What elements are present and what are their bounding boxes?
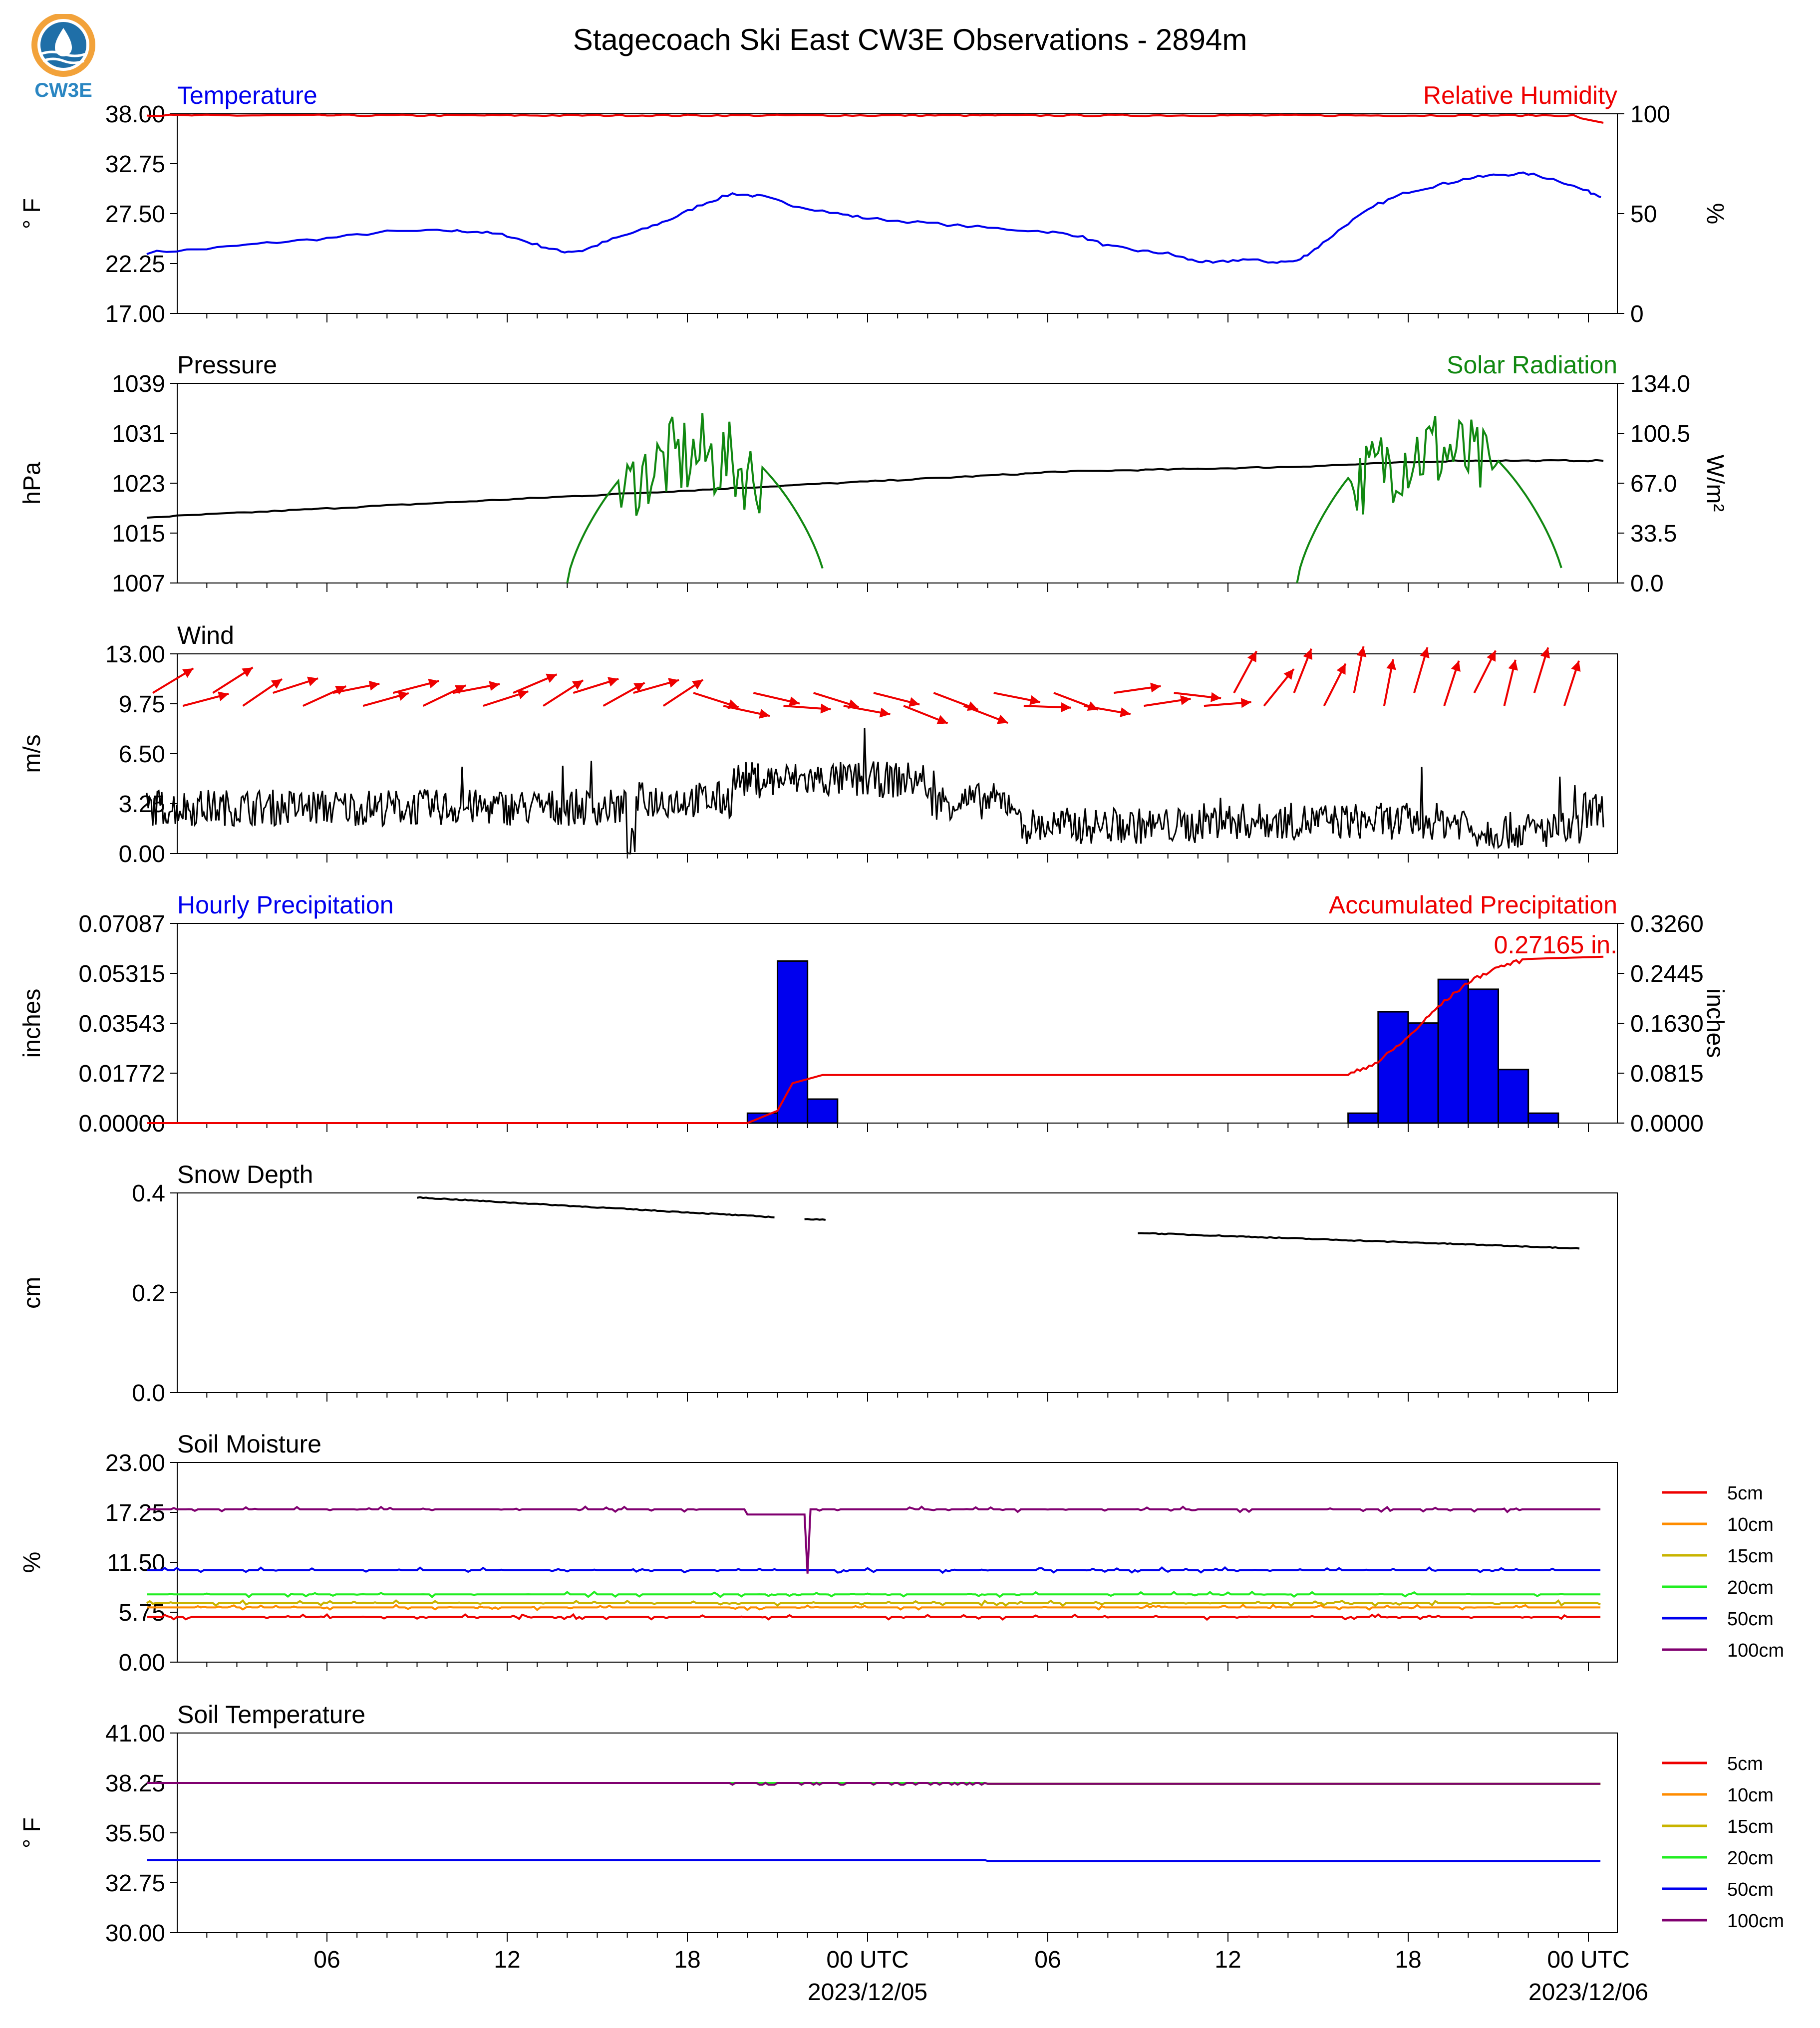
temperature-ytick-right-label: 100: [1630, 101, 1671, 128]
precip-bar: [1378, 1012, 1408, 1123]
temperature-ytick-label: 17.00: [105, 301, 165, 327]
precip-bar: [808, 1099, 838, 1123]
precip-bar: [1348, 1113, 1378, 1123]
wind-arrowhead: [1029, 695, 1040, 705]
panel-pressure: [19, 351, 1728, 597]
wind-ytick-label: 3.25: [118, 791, 165, 818]
soil_moisture-ytick-label: 11.50: [107, 1550, 165, 1576]
pressure-title-left: Pressure: [177, 351, 278, 379]
x-tick-label: 18: [1395, 1947, 1422, 1973]
wind-arrowhead: [271, 679, 282, 689]
wind-line: [147, 728, 1603, 854]
wind-arrowhead: [1386, 659, 1396, 670]
wind-ytick-label: 0.00: [118, 841, 165, 868]
wind-ytick-label: 13.00: [105, 641, 165, 668]
legend-label: 50cm: [1727, 1879, 1774, 1900]
x-tick-label: 06: [1034, 1947, 1061, 1973]
precip-title-left: Hourly Precipitation: [177, 891, 394, 919]
wind-arrowhead: [572, 680, 583, 690]
pressure-ytick-right-label: 67.0: [1630, 471, 1677, 497]
pressure-ytick-right-label: 134.0: [1630, 371, 1691, 397]
solar-line: [567, 413, 823, 583]
wind-ylabel: m/s: [19, 734, 45, 773]
precip-ytick-label: 0.00000: [78, 1111, 165, 1137]
wind-arrowhead: [1061, 702, 1071, 712]
precip-ytick-label: 0.05315: [78, 961, 165, 987]
snow-ytick-label: 0.4: [132, 1180, 165, 1207]
precip-ytick-right-label: 0.0000: [1630, 1111, 1704, 1137]
panel-soil_temp: [19, 1701, 1617, 1947]
wind-arrowhead: [668, 678, 679, 687]
x-tick-label: 12: [494, 1947, 521, 1973]
wind-arrowhead: [218, 691, 229, 701]
wind-title-left: Wind: [177, 621, 234, 649]
legend-label: 15cm: [1727, 1546, 1774, 1567]
panel-soil_moisture: [19, 1430, 1617, 1676]
panel-precip: [19, 891, 1728, 1137]
wind-arrowhead: [1241, 698, 1251, 708]
temperature-ytick-label: 27.50: [105, 201, 165, 228]
soil_temp-ytick-label: 32.75: [105, 1870, 165, 1897]
x-tick-label: 06: [313, 1947, 340, 1973]
x-tick-label: 00 UTC: [1547, 1947, 1630, 1973]
legend-label: 5cm: [1727, 1753, 1763, 1774]
logo-text: CW3E: [34, 79, 92, 101]
wind-arrowhead: [369, 681, 380, 691]
x-date-label: 2023/12/06: [1528, 1979, 1649, 2006]
figure-title: Stagecoach Ski East CW3E Observations - 2894m: [573, 23, 1247, 56]
wind-arrowhead: [821, 704, 831, 714]
x-date-label: 2023/12/05: [807, 1979, 928, 2006]
legend-label: 20cm: [1727, 1577, 1774, 1598]
pressure-ytick-label: 1015: [112, 521, 165, 547]
solar-line: [1297, 416, 1561, 583]
soil_temp-ytick-label: 41.00: [105, 1721, 165, 1747]
soil-moisture-line: [147, 1601, 1600, 1606]
wind-arrowhead: [1508, 660, 1517, 671]
snow-frame: [177, 1193, 1617, 1393]
snow-line: [417, 1197, 775, 1217]
soil_temp-frame: [177, 1733, 1617, 1933]
wind-arrowhead: [880, 708, 890, 718]
soil-moisture-line: [147, 1592, 1600, 1597]
cw3e-logo: [26, 14, 101, 101]
soil_moisture-frame: [177, 1462, 1617, 1662]
precip-bar: [1408, 1023, 1438, 1123]
panel-snow: [19, 1160, 1617, 1407]
legend-label: 50cm: [1727, 1609, 1774, 1630]
soil-legend: [1662, 1753, 1784, 1932]
precip-ylabel-right: inches: [1702, 988, 1728, 1058]
precip-title-right: Accumulated Precipitation: [1328, 891, 1617, 919]
precip-ytick-right-label: 0.0815: [1630, 1061, 1704, 1087]
precip-ytick-right-label: 0.1630: [1630, 1011, 1704, 1037]
wind-ytick-label: 9.75: [118, 691, 165, 718]
precip-total-label: 0.27165 in.: [1494, 931, 1617, 959]
temperature-ytick-right-label: 0: [1630, 301, 1644, 327]
pressure-ytick-label: 1023: [112, 471, 165, 497]
soil-moisture-line: [147, 1567, 1600, 1572]
temperature-title-right: Relative Humidity: [1423, 81, 1617, 109]
legend-label: 10cm: [1727, 1514, 1774, 1535]
wind-arrowhead: [1120, 707, 1130, 717]
temperature-ytick-label: 32.75: [105, 151, 165, 178]
temperature-title-left: Temperature: [177, 81, 317, 109]
pressure-ylabel-right: W/m²: [1702, 454, 1728, 512]
pressure-ytick-label: 1031: [112, 421, 165, 447]
wind-arrowhead: [1150, 683, 1161, 693]
soil_moisture-ytick-label: 17.25: [105, 1500, 165, 1526]
pressure-ytick-label: 1007: [112, 571, 165, 597]
wind-arrowhead: [789, 696, 800, 706]
soil_moisture-ytick-label: 0.00: [118, 1650, 165, 1676]
soil_temp-ylabel: ° F: [19, 1817, 45, 1848]
wind-arrowhead: [489, 681, 500, 691]
soil-moisture-line: [147, 1605, 1600, 1610]
x-tick-label: 00 UTC: [826, 1947, 909, 1973]
temperature-frame: [177, 114, 1617, 313]
legend-label: 10cm: [1727, 1785, 1774, 1806]
soil_temp-ytick-label: 38.25: [105, 1770, 165, 1797]
soil-legend: [1662, 1483, 1784, 1661]
panel-wind: [19, 621, 1617, 868]
x-tick-label: 18: [674, 1947, 701, 1973]
wind-arrowhead: [1180, 695, 1191, 705]
wind-ytick-label: 6.50: [118, 741, 165, 768]
temperature-ytick-label: 38.00: [105, 101, 165, 128]
legend-label: 20cm: [1727, 1848, 1774, 1869]
soil_temp-ytick-label: 30.00: [105, 1920, 165, 1947]
temperature-ytick-right-label: 50: [1630, 201, 1657, 228]
soil_moisture-ytick-label: 23.00: [105, 1450, 165, 1476]
x-tick-label: 12: [1214, 1947, 1241, 1973]
wind-arrowhead: [1420, 647, 1429, 658]
precip-ytick-label: 0.03543: [78, 1011, 165, 1037]
pressure-ytick-right-label: 100.5: [1630, 421, 1691, 447]
snow-line: [805, 1219, 826, 1220]
wind-arrowhead: [428, 679, 439, 688]
snow-ylabel: cm: [19, 1277, 45, 1309]
snow-ytick-label: 0.2: [132, 1280, 165, 1307]
soil-moisture-line: [147, 1507, 1600, 1574]
wind-arrowhead: [242, 667, 253, 677]
legend-label: 15cm: [1727, 1816, 1774, 1837]
panel-temperature: [19, 81, 1728, 327]
snow-line: [1138, 1233, 1580, 1249]
precip-bar: [1528, 1113, 1558, 1123]
humidity-line: [147, 115, 1603, 123]
soil_moisture-title-left: Soil Moisture: [177, 1430, 321, 1458]
snow-ytick-label: 0.0: [132, 1380, 165, 1407]
pressure-ylabel: hPa: [19, 462, 45, 505]
panels: [19, 81, 1784, 2006]
soil-moisture-line: [147, 1615, 1600, 1620]
wind-arrowhead: [759, 709, 770, 719]
pressure-ytick-label: 1039: [112, 371, 165, 397]
precip-bar: [778, 961, 808, 1123]
temperature-ytick-label: 22.25: [105, 251, 165, 278]
pressure-ytick-right-label: 33.5: [1630, 521, 1677, 547]
pressure-ytick-right-label: 0.0: [1630, 571, 1664, 597]
wind-arrowhead: [398, 691, 409, 701]
precip-ytick-right-label: 0.3260: [1630, 911, 1704, 937]
precip-bar: [1499, 1070, 1528, 1123]
wind-arrowhead: [692, 680, 703, 689]
temperature-line: [147, 173, 1601, 263]
wind-arrowhead: [1451, 661, 1461, 672]
precip-ytick-right-label: 0.2445: [1630, 961, 1704, 987]
pressure-frame: [177, 383, 1617, 583]
legend-label: 5cm: [1727, 1483, 1763, 1504]
soil-temp-line: [147, 1860, 1600, 1861]
temperature-ylabel-right: %: [1702, 203, 1728, 225]
soil_moisture-ylabel: %: [19, 1551, 45, 1573]
temperature-ylabel: ° F: [19, 198, 45, 229]
wind-arrowhead: [909, 697, 919, 707]
precip-bar: [1468, 989, 1498, 1123]
precip-ylabel: inches: [19, 988, 45, 1058]
precip-ytick-label: 0.01772: [78, 1061, 165, 1087]
precip-ytick-label: 0.07087: [78, 911, 165, 937]
pressure-title-right: Solar Radiation: [1447, 351, 1617, 379]
snow-title-left: Snow Depth: [177, 1160, 313, 1188]
legend-label: 100cm: [1727, 1911, 1785, 1932]
soil_moisture-ytick-label: 5.75: [118, 1600, 165, 1626]
wind-arrowhead: [1357, 646, 1367, 657]
logo-icon: [26, 14, 101, 101]
legend-label: 100cm: [1727, 1640, 1785, 1661]
soil_temp-ytick-label: 35.50: [105, 1820, 165, 1847]
soil_temp-title-left: Soil Temperature: [177, 1701, 366, 1729]
